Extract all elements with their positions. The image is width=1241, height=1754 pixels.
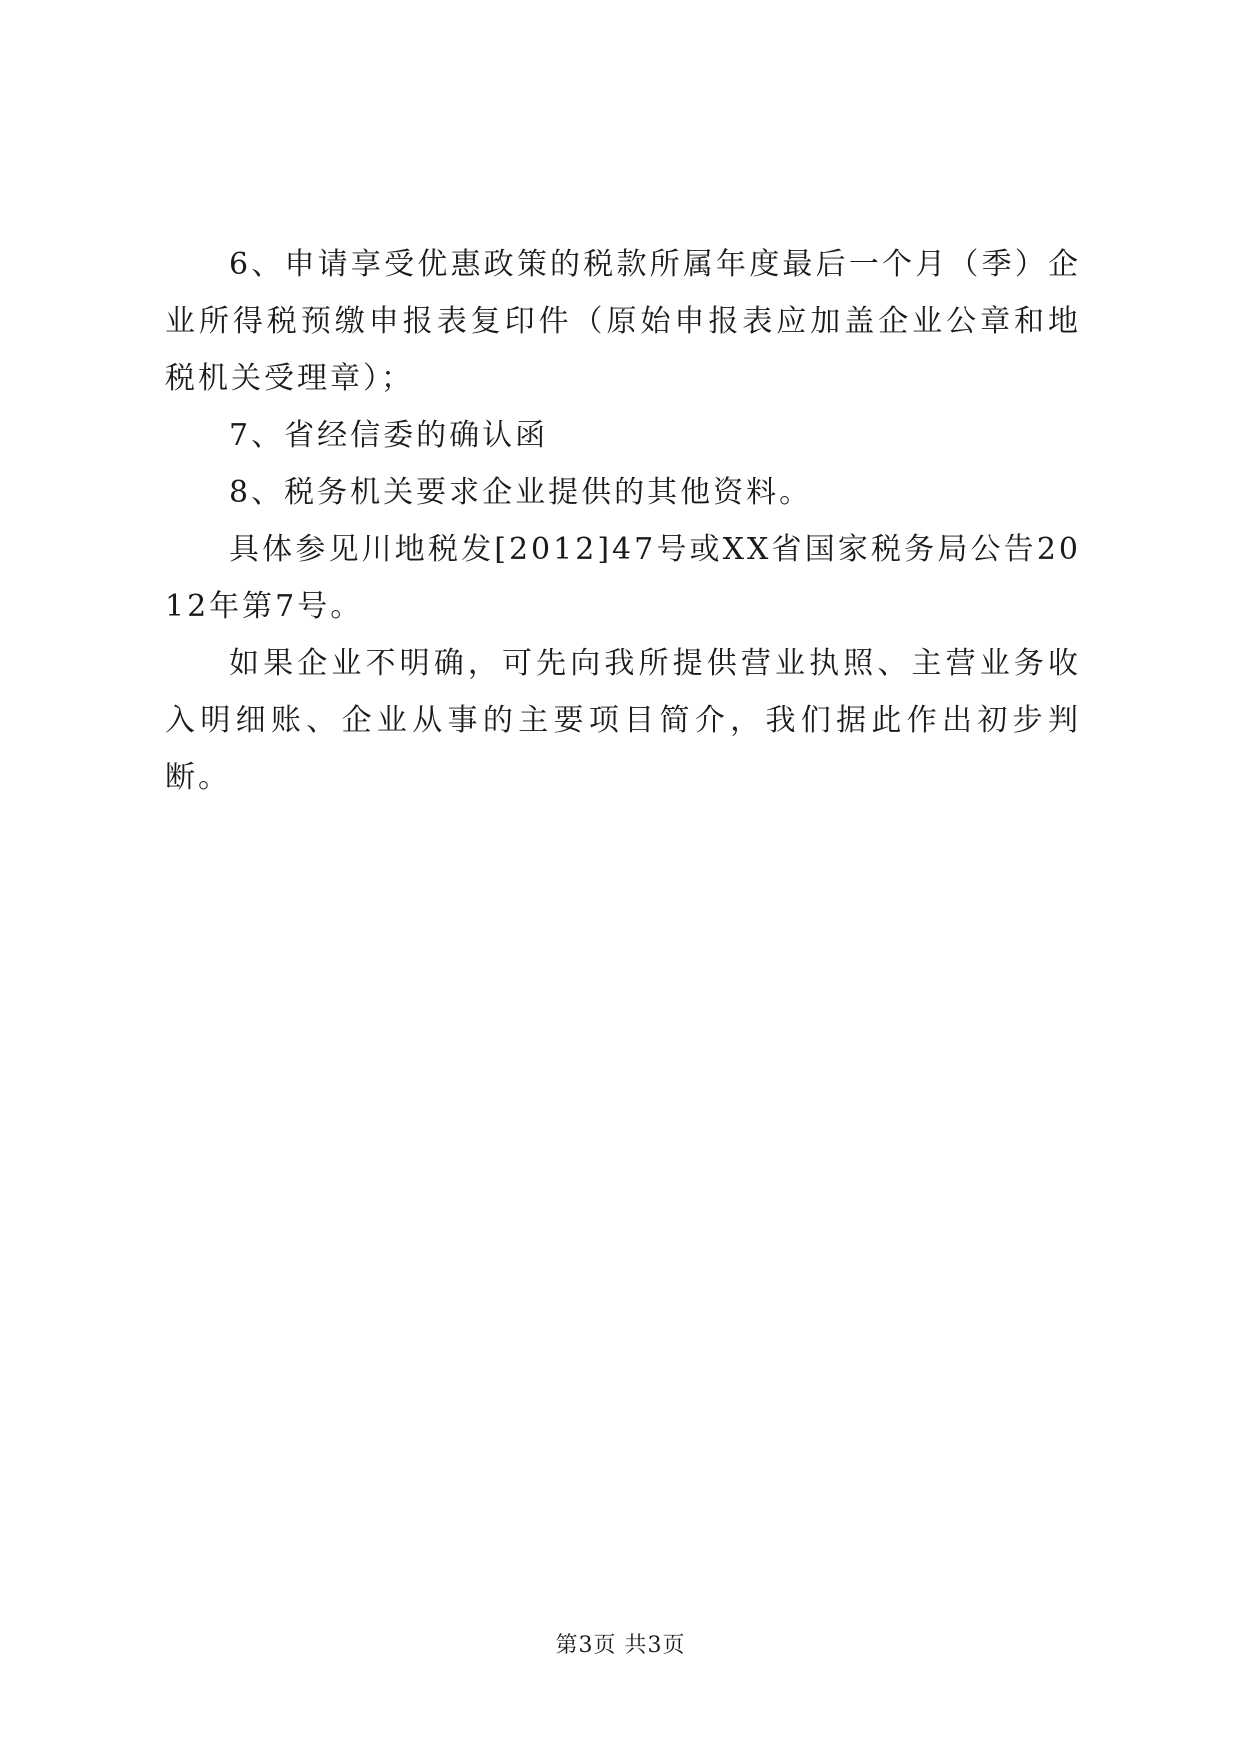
document-body	[165, 236, 1081, 806]
paragraph-item-6: 6、申请享受优惠政策的税款所属年度最后一个月（季）企业所得税预缴申报表复印件（原始申报表应加盖企业公章和地税机关受理章）；	[165, 247, 1081, 396]
paragraph-reference: 具体参见川地税发[2012]47号或XX省国家税务局公告2012年第7号。	[165, 532, 1081, 624]
page-footer	[0, 1628, 1241, 1659]
paragraph-item-8: 8、税务机关要求企业提供的其他资料。	[229, 475, 813, 510]
paragraph-note: 如果企业不明确，可先向我所提供营业执照、主营业务收入明细账、企业从事的主要项目简介，我们据此作出初步判断。	[165, 646, 1081, 795]
paragraph-item-7: 7、省经信委的确认函	[229, 418, 549, 453]
page-number-label: 第3页 共3页	[555, 1633, 686, 1658]
